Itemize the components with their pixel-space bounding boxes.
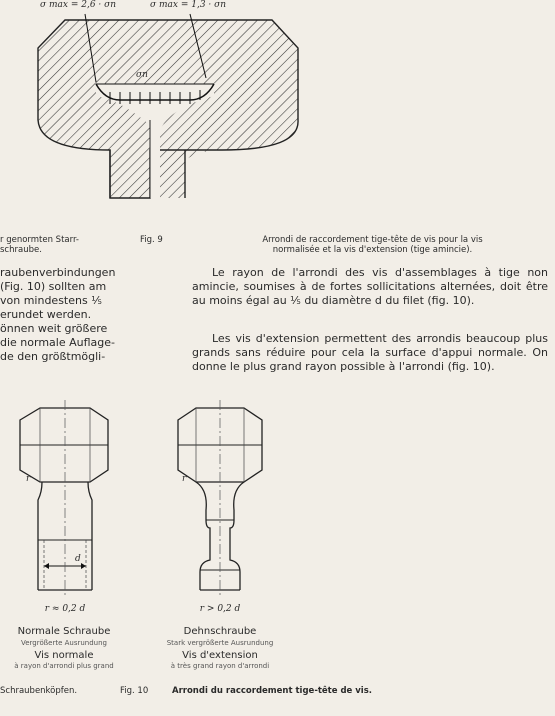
left-bolt-title-fr: Vis normale [34, 650, 94, 661]
fig9-number: Fig. 9 [140, 235, 163, 245]
right-column-para-2: Les vis d'extension permettent des arrondis beaucoup plus grands sans réduire pour cela la surface d'appui normale. On donne le plus grand rayon possible à l'arrondi (fig. 10). [192, 332, 548, 373]
fig9-left-caption: r genormten Starr- schraube. [0, 235, 79, 255]
right-bolt-title-fr: Vis d'extension [182, 650, 258, 661]
right-bolt-title-de: Dehnschraube [183, 626, 257, 637]
fig10-caption: Arrondi du raccordement tige-tête de vis. [172, 686, 373, 696]
fig10-left-caption: Schraubenköpfen. [0, 686, 78, 696]
fig10-number: Fig. 10 [120, 686, 149, 696]
left-bolt-d-label: d [75, 554, 81, 564]
left-bolt-sub-fr: à rayon d'arrondi plus grand [14, 662, 114, 670]
left-bolt-title-de: Normale Schraube [17, 626, 111, 637]
left-bolt-formula: r ≈ 0,2 d [44, 604, 86, 614]
right-bolt-formula: r > 0,2 d [199, 604, 241, 614]
right-column-para-1: Le rayon de l'arrondi des vis d'assemblages à tige non amincie, soumises à de fortes sollicitations alternées, doit être au moins égal au ⅕ du diamètre d du filet (fig. 10). [192, 266, 548, 307]
left-bolt-sub-de: Vergrößerte Ausrundung [20, 639, 107, 647]
right-bolt-sub-de: Stark vergrößerte Ausrundung [166, 639, 274, 647]
fig9-caption: Arrondi de raccordement tige-tête de vis pour la vis normalisée et la vis d'extension (tige amincie). [262, 235, 483, 255]
left-bolt-r-label: r [26, 474, 31, 484]
stress-label-right: σ max = 1,3 · σn [150, 0, 227, 10]
right-bolt-r-label: r [182, 474, 187, 484]
left-column-text: raubenverbindungen (Fig. 10) sollten am von mindestens ⅕ erundet werden. önnen weit größere die normale Auflage- de den größtmögli- [0, 266, 116, 363]
stress-label-center: σn [136, 70, 148, 80]
stress-label-left: σ max = 2,6 · σn [40, 0, 117, 10]
right-bolt-sub-fr: à très grand rayon d'arrondi [170, 662, 270, 670]
